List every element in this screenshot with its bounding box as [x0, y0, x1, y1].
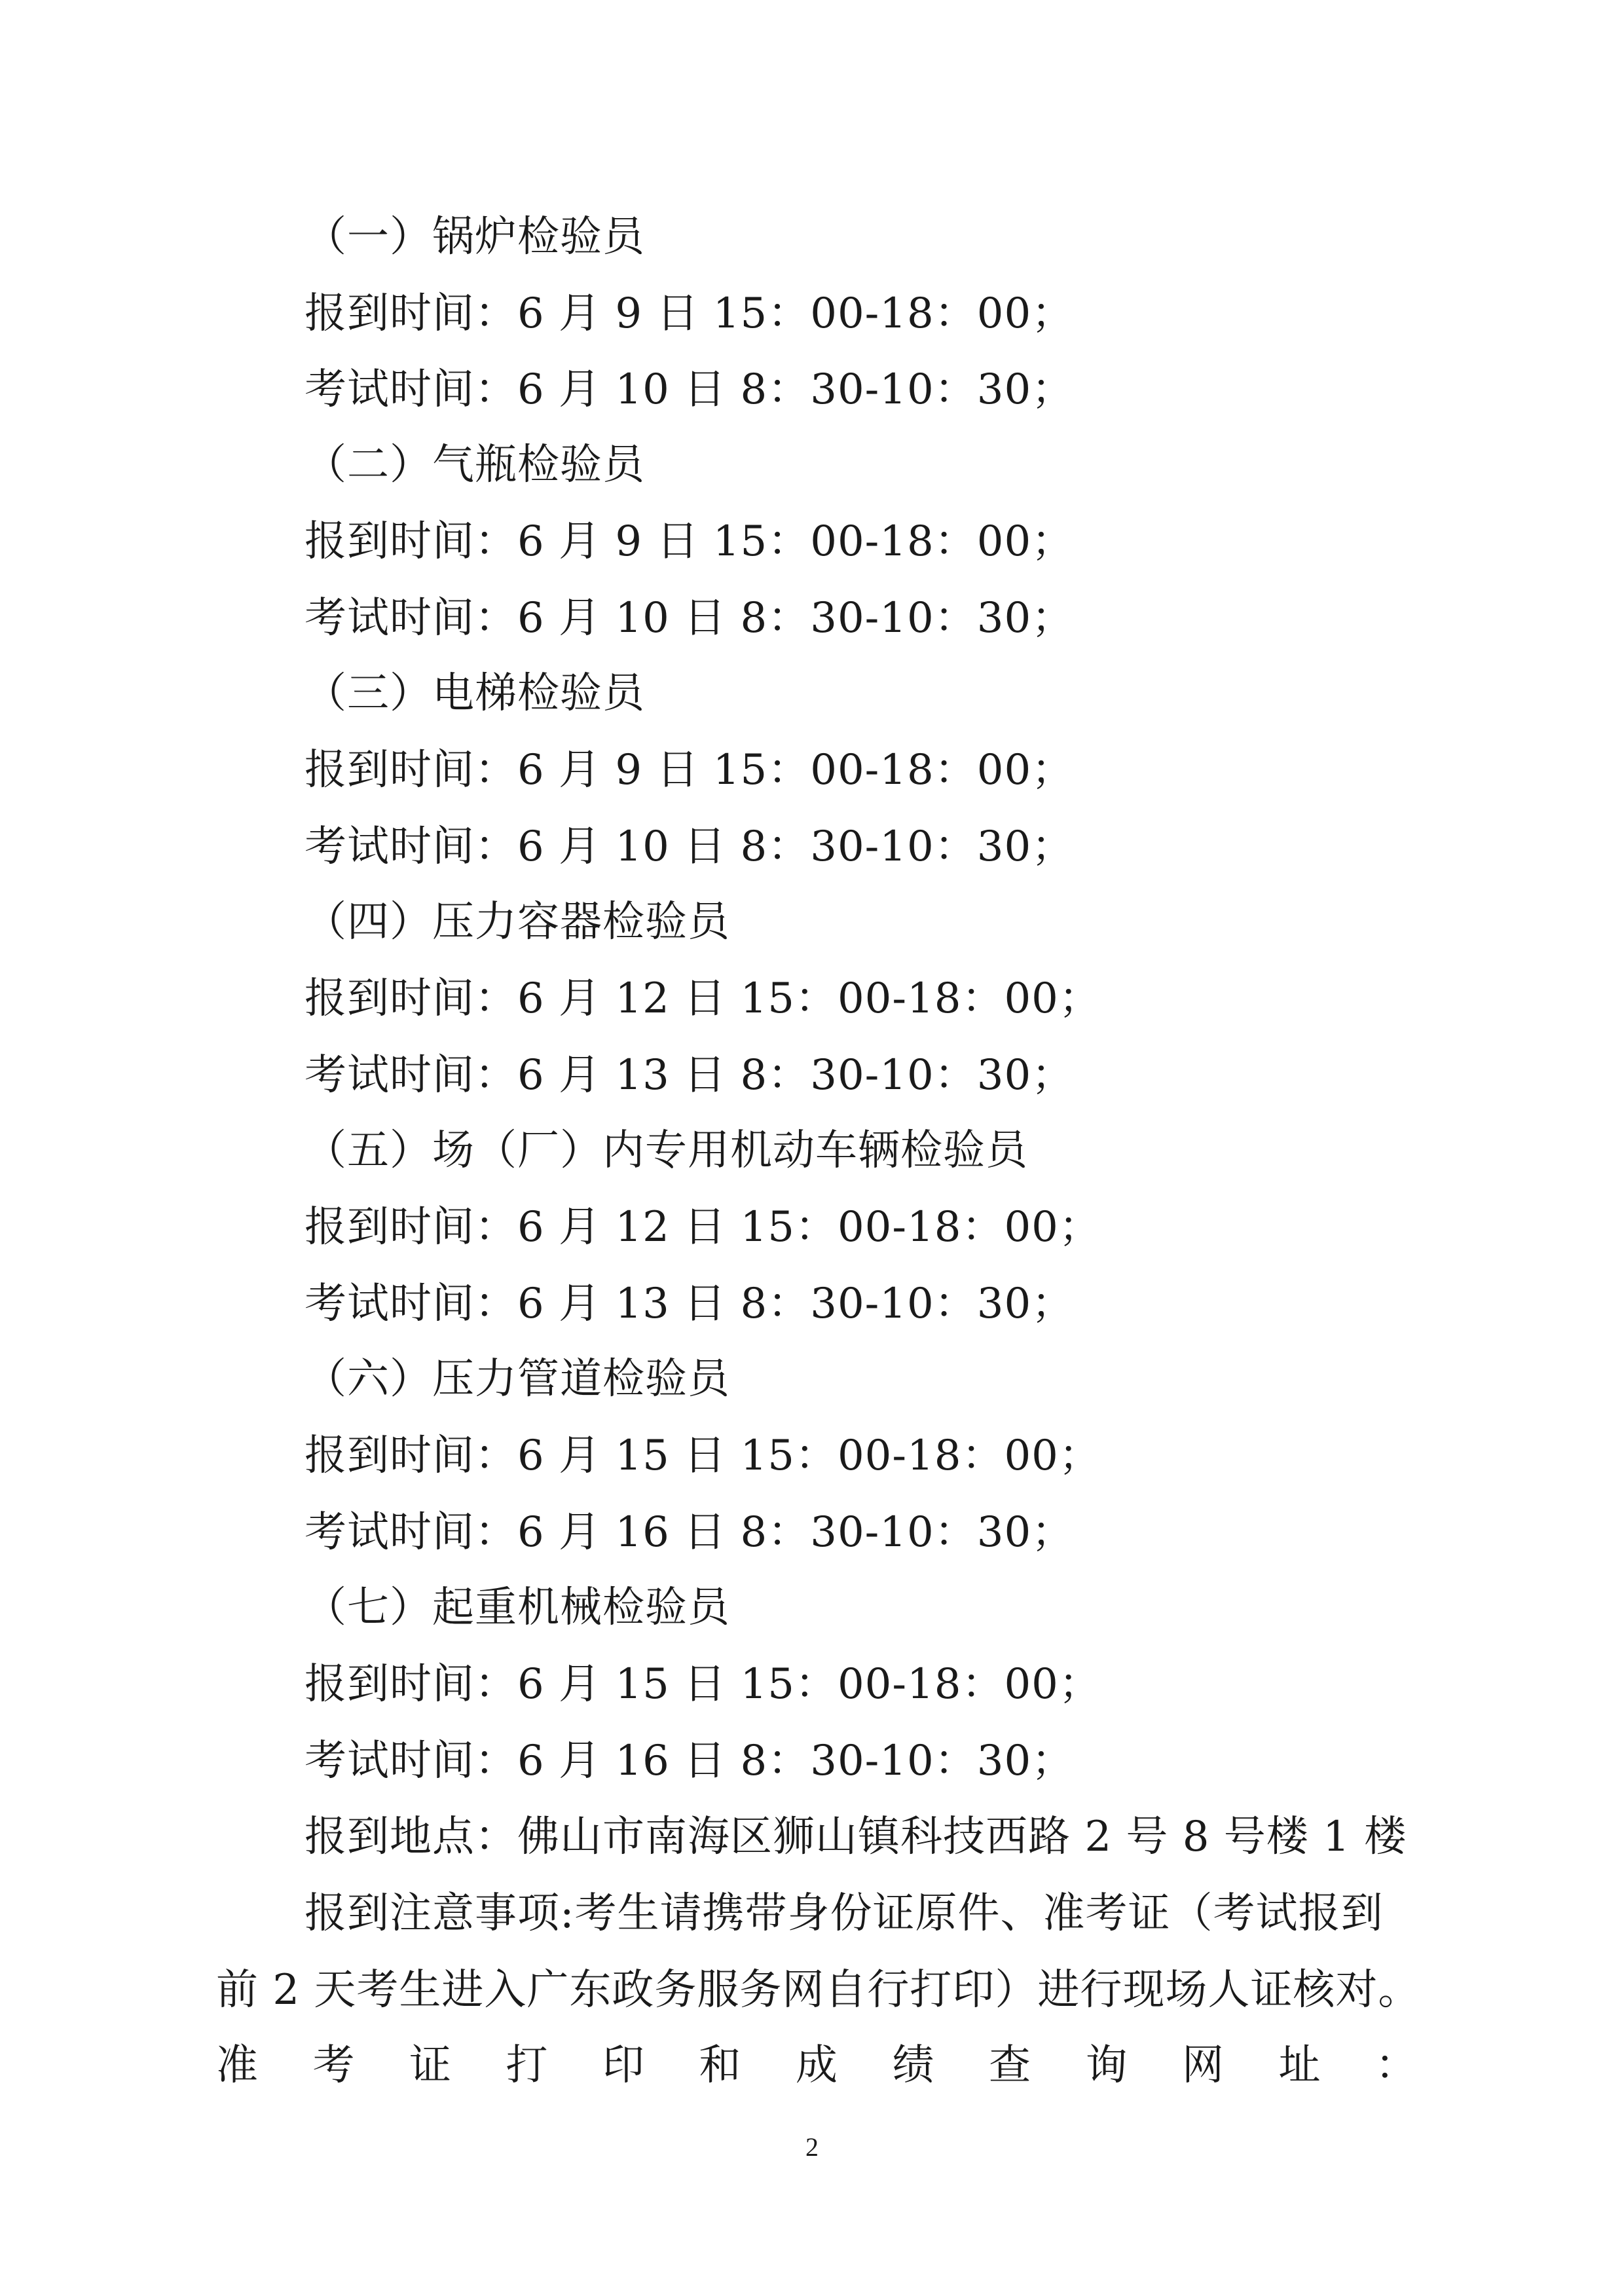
page-number: 2 — [805, 2132, 819, 2162]
query-site-char: 询 — [1085, 2041, 1128, 2090]
query-site-char: 考 — [312, 2041, 356, 2090]
exam-time-pressure-vessel: 考试时间：6 月 13 日 8：30-10：30； — [304, 1051, 1075, 1100]
exam-time-boiler: 考试时间：6 月 10 日 8：30-10：30； — [304, 365, 1075, 414]
query-site-char: ： — [1375, 2041, 1418, 2090]
section-heading-lifting-machinery: （七）起重机械检验员 — [304, 1583, 730, 1632]
report-time-motor-vehicle: 报到时间：6 月 12 日 15：00-18：00； — [304, 1203, 1101, 1251]
query-site-char: 打 — [506, 2041, 549, 2090]
exam-time-gas-cylinder: 考试时间：6 月 10 日 8：30-10：30； — [304, 594, 1075, 642]
section-heading-motor-vehicle: （五）场（厂）内专用机动车辆检验员 — [304, 1126, 1028, 1175]
report-notes-line-1: 报到注意事项:考生请携带身份证原件、准考证（考试报到 — [304, 1889, 1384, 1938]
report-time-elevator: 报到时间：6 月 9 日 15：00-18：00； — [304, 746, 1075, 794]
section-heading-pressure-vessel: （四）压力容器检验员 — [304, 898, 730, 946]
query-site-char: 绩 — [892, 2041, 935, 2090]
report-time-pressure-pipeline: 报到时间：6 月 15 日 15：00-18：00； — [304, 1432, 1101, 1480]
section-heading-gas-cylinder: （二）气瓶检验员 — [304, 441, 645, 489]
section-heading-boiler: （一）锅炉检验员 — [304, 213, 645, 261]
exam-time-lifting-machinery: 考试时间：6 月 16 日 8：30-10：30； — [304, 1737, 1075, 1785]
exam-time-elevator: 考试时间：6 月 10 日 8：30-10：30； — [304, 823, 1075, 871]
report-time-lifting-machinery: 报到时间：6 月 15 日 15：00-18：00； — [304, 1660, 1101, 1709]
report-time-boiler: 报到时间：6 月 9 日 15：00-18：00； — [304, 289, 1075, 338]
section-heading-elevator: （三）电梯检验员 — [304, 669, 645, 718]
report-time-gas-cylinder: 报到时间：6 月 9 日 15：00-18：00； — [304, 517, 1075, 566]
query-site-char: 成 — [796, 2041, 838, 2090]
exam-time-motor-vehicle: 考试时间：6 月 13 日 8：30-10：30； — [304, 1280, 1075, 1328]
query-site-char: 准 — [216, 2041, 259, 2090]
query-site-char: 网 — [1182, 2041, 1225, 2090]
query-site-char: 和 — [699, 2041, 742, 2090]
query-site-char: 证 — [409, 2041, 452, 2090]
query-site-char: 址 — [1278, 2041, 1321, 2090]
exam-time-pressure-pipeline: 考试时间：6 月 16 日 8：30-10：30； — [304, 1508, 1075, 1557]
report-notes-line-2: 前 2 天考生进入广东政务服务网自行打印）进行现场人证核对。 — [216, 1966, 1421, 2014]
query-site-line — [216, 2041, 1418, 2090]
query-site-char: 查 — [989, 2041, 1031, 2090]
report-time-pressure-vessel: 报到时间：6 月 12 日 15：00-18：00； — [304, 974, 1101, 1023]
report-location: 报到地点：佛山市南海区狮山镇科技西路 2 号 8 号楼 1 楼 — [304, 1813, 1407, 1861]
section-heading-pressure-pipeline: （六）压力管道检验员 — [304, 1355, 730, 1403]
query-site-char: 印 — [602, 2041, 645, 2090]
